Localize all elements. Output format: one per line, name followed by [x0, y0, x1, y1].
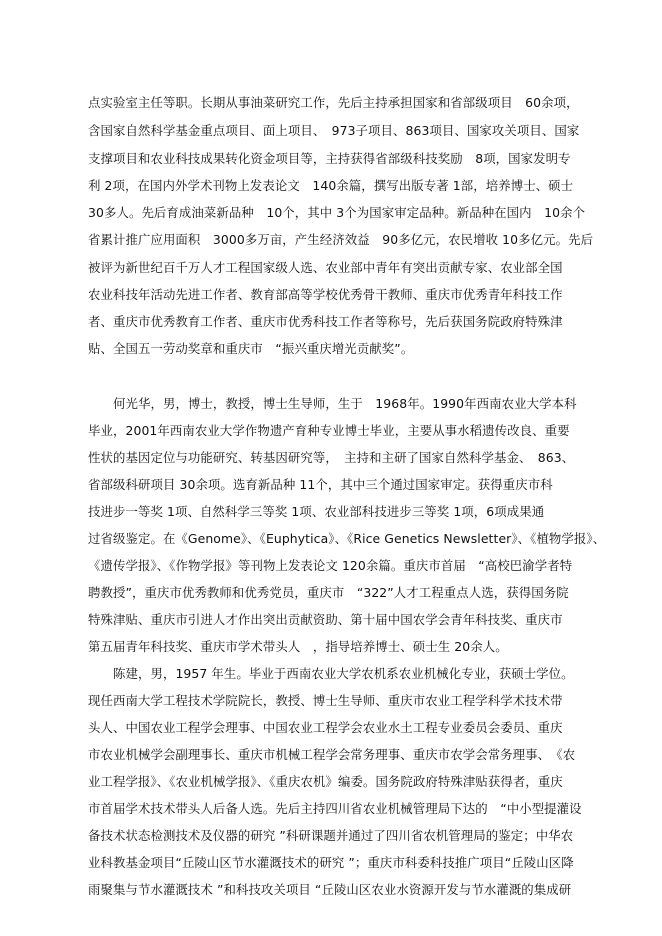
- text-line: 毕业，2001年西南农业大学作物遗产育种专业博士毕业，主要从事水稻遗传改良、重要: [88, 423, 570, 438]
- text-line: 农业科技年活动先进工作者、教育部高等学校优秀骨干教师、重庆市优秀青年科技工作: [88, 287, 563, 302]
- text-line: 头人、中国农业工程学会理事、中国农业工程学会农业水土工程专业委员会委员、重庆: [88, 720, 563, 735]
- text-line: 性状的基因定位与功能研究、转基因研究等， 主持和主研了国家自然科学基金、 863、: [88, 450, 575, 465]
- text-line: 第五届青年科技奖、重庆市学术带头人 ，指导培养博士、硕士生 20余人。: [88, 639, 508, 654]
- text-line: 现任西南大学工程技术学院院长，教授、博士生导师、重庆市农业工程学科学术技术带: [88, 693, 563, 708]
- text-line: 者、重庆市优秀教育工作者、重庆市优秀科技工作者等称号，先后获国务院政府特殊津: [88, 314, 563, 329]
- text-line: 备技术状态检测技术及仪器的研究 ”科研课题并通过了四川省农机管理局的鉴定；中华农: [88, 828, 574, 843]
- text-line: 贴、全国五一劳动奖章和重庆市 “振兴重庆增光贡献奖”。: [88, 341, 414, 356]
- text-line: 省累计推广应用面积 3000多万亩，产生经济效益 90多亿元，农民增收 10多亿元。先后: [88, 232, 594, 247]
- text-line: 《遗传学报》、《作物学报》等刊物上发表论文 120余篇。重庆市首届 “高校巴渝学者特: [88, 558, 573, 573]
- text-line: 含国家自然科学基金重点项目、面上项目、 973子项目、863项目、国家攻关项目、国家: [88, 123, 580, 138]
- text-line: 技进步一等奖 1项、自然科学三等奖 1项、农业部科技进步三等奖 1项，6项成果通: [88, 504, 545, 519]
- text-line: 市首届学术技术带头人后备人选。先后主持四川省农业机械管理局下达的 “中小型提灌设: [88, 801, 582, 816]
- text-line: 何光华，男，博士，教授，博士生导师，生于 1968年。1990年西南农业大学本科: [113, 396, 577, 411]
- text-line: 过省级鉴定。在《Genome》、《Euphytica》、《Rice Genetics Newsletter》、《植物学报》、: [88, 531, 606, 546]
- text-line: 特殊津贴、重庆市引进人才作出突出贡献资助、第十届中国农学会青年科技奖、重庆市: [88, 612, 563, 627]
- text-line: 支撑项目和农业科技成果转化资金项目等，主持获得省部级科技奖励 8项，国家发明专: [88, 151, 571, 166]
- text-line: 陈建，男，1957 年生。毕业于西南农业大学农机系农业机械化专业，获硕士学位。: [113, 666, 574, 681]
- text-line: 被评为新世纪百千万人才工程国家级人选、农业部中青年有突出贡献专家、农业部全国: [88, 260, 563, 275]
- text-line: 聘教授”，重庆市优秀教师和优秀党员，重庆市 “322”人才工程重点人选，获得国务院: [88, 585, 569, 600]
- text-line: 省部级科研项目 30余项。选育新品种 11个，其中三个通过国家审定。获得重庆市科: [88, 477, 553, 492]
- text-line: 业工程学报》、《农业机械学报》、《重庆农机》编委。国务院政府特殊津贴获得者，重庆: [88, 774, 563, 789]
- text-line: 雨聚集与节水灌溉技术 ”和科技攻关项目 “丘陵山区农业水资源开发与节水灌溉的集成研: [88, 882, 572, 897]
- text-line: 点实验室主任等职。长期从事油菜研究工作，先后主持承担国家和省部级项目 60余项，: [88, 95, 579, 110]
- text-line: 市农业机械学会副理事长、重庆市机械工程学会常务理事、重庆市农学会常务理事、 《农: [88, 747, 576, 762]
- text-line: 利 2项，在国内外学术刊物上发表论文 140余篇，撰写出版专著 1部，培养博士、硕士: [88, 178, 574, 193]
- text-line: 30多人。先后育成油菜新品种 10个，其中 3个为国家审定品种。新品种在国内 10余个: [88, 205, 586, 220]
- text-line: 业科教基金项目“丘陵山区节水灌溉技术的研究 ”；重庆市科委科技推广项目“丘陵山区降: [88, 855, 574, 870]
